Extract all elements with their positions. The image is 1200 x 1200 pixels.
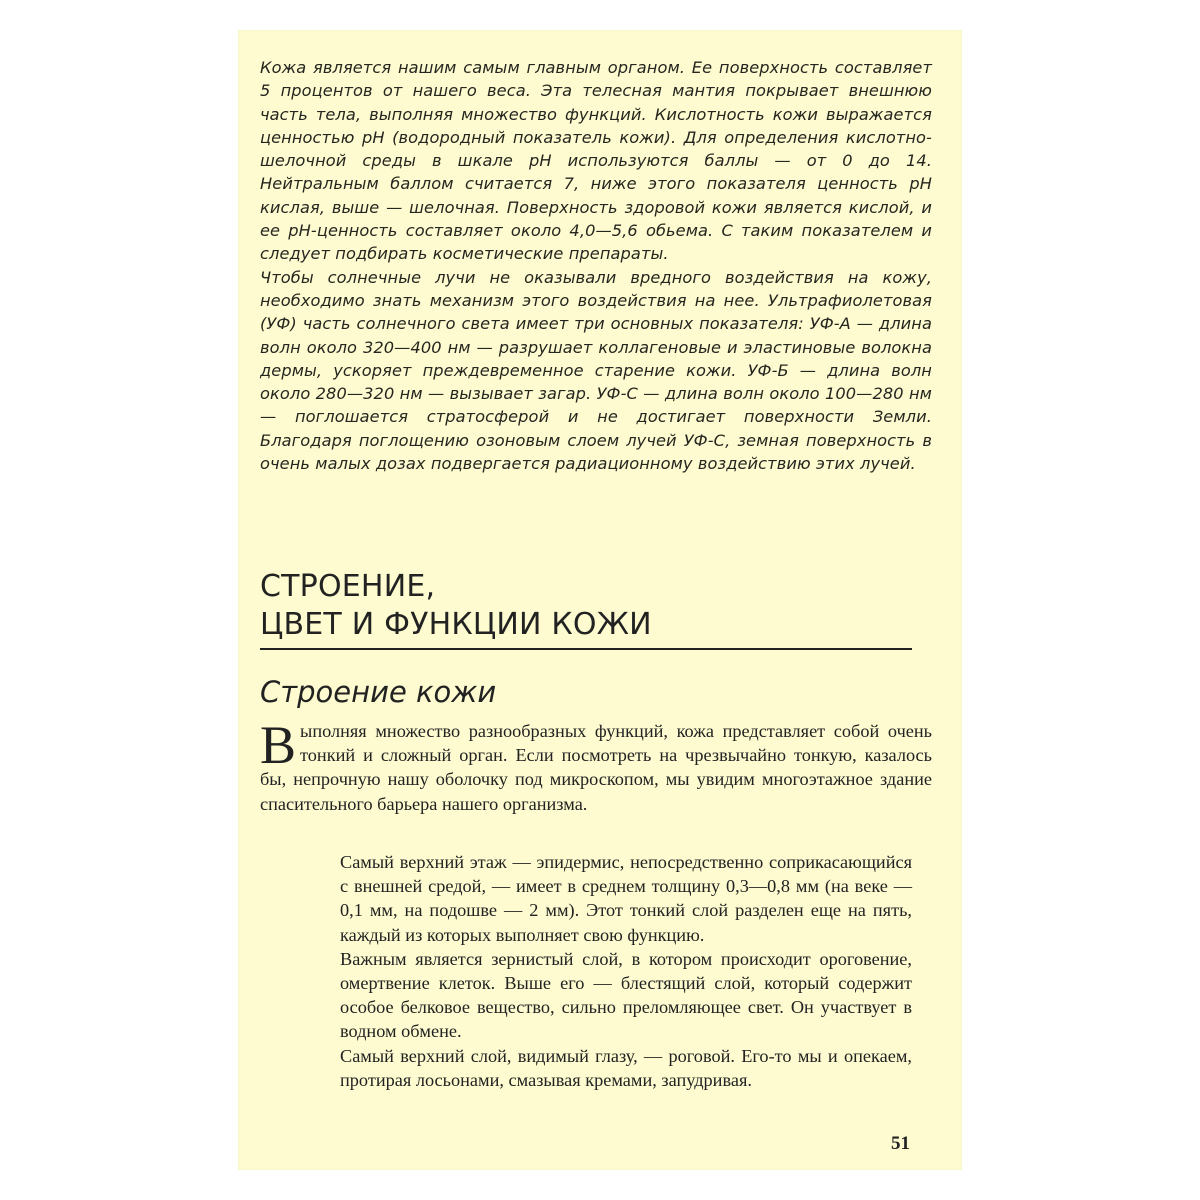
chapter-title <box>260 568 932 644</box>
lead-paragraph <box>260 715 932 816</box>
body-text <box>340 850 912 1092</box>
body-paragraph: Важным является зернистый слой, в котором происходит ороговение, омертвение клеток. Выше его — блестящий слой, который содержит особое белковое вещество, сильно преломляющее свет. Он участвует в водном обмене. <box>340 948 912 1042</box>
intro-text <box>260 56 932 475</box>
intro-paragraph: Чтобы солнечные лучи не оказывали вредного воздействия на кожу, необходимо знать механизм этого воздействия на нее. Ультрафиолетовая (УФ) часть солнечного света имеет три основных показателя: УФ-А — длина волн около 320—400 нм — разрушает коллагеновые и эластиновые волокна дермы, ускоряет преждевременное старение кожи. УФ-Б — длина волн около 280—320 нм — вызывает загар. УФ-С — длина волн около 100—280 нм — поглошается стратосферой и не достигает поверхности Земли. Благодаря поглощению озоновым слоем лучей УФ-С, земная поверхность в очень малых дозах подвергается радиационному воздействию этих лучей. <box>260 267 932 474</box>
page-number: 51 <box>891 1133 910 1154</box>
section-title: Строение кожи <box>260 675 497 709</box>
chapter-title-line-2: ЦВЕТ И ФУНКЦИИ КОЖИ <box>260 607 652 642</box>
lead-text: ыполняя множество разнообразных функций, кожа представляет собой очень тонкий и сложный орган. Если посмотреть на чрезвычайно тонкую, казалось бы, непрочную нашу оболочку под микроскопом, мы увидим многоэтажное здание спасительного барьера нашего организма. <box>260 721 932 814</box>
body-paragraph: Самый верхний этаж — эпидермис, непосредственно соприкасающийся с внешней средой, — имеет в среднем толщину 0,3—0,8 мм (на веке — 0,1 мм, на подошве — 2 мм). Этот тонкий слой разделен еще на пять, каждый из которых выполняет свою функцию. <box>340 852 912 945</box>
body-paragraph: Самый верхний слой, видимый глазу, — роговой. Его-то мы и опекаем, протирая лосьонами, смазывая кремами, запудривая. <box>340 1045 912 1090</box>
drop-cap: В <box>260 715 297 775</box>
chapter-title-line-1: СТРОЕНИЕ, <box>260 569 436 604</box>
chapter-title-rule <box>260 648 912 650</box>
book-page <box>238 30 962 1170</box>
intro-paragraph: Кожа является нашим самым главным органом. Ее поверхность составляет 5 процентов от нашего веса. Эта телесная мантия покрывает внешнюю часть тела, выполняя множество функций. Кислотность кожи выражается ценностью pH (водородный показатель кожи). Для определения кислотно-шелочной среды в шкале pH используются баллы — от 0 до 14. Нейтральным баллом считается 7, ниже этого показателя ценность pH кислая, выше — шелочная. Поверхность здоровой кожи является кислой, и ее pH-ценность составляет около 4,0—5,6 обьема. С таким показателем и следует подбирать косметические препараты. <box>260 58 932 264</box>
